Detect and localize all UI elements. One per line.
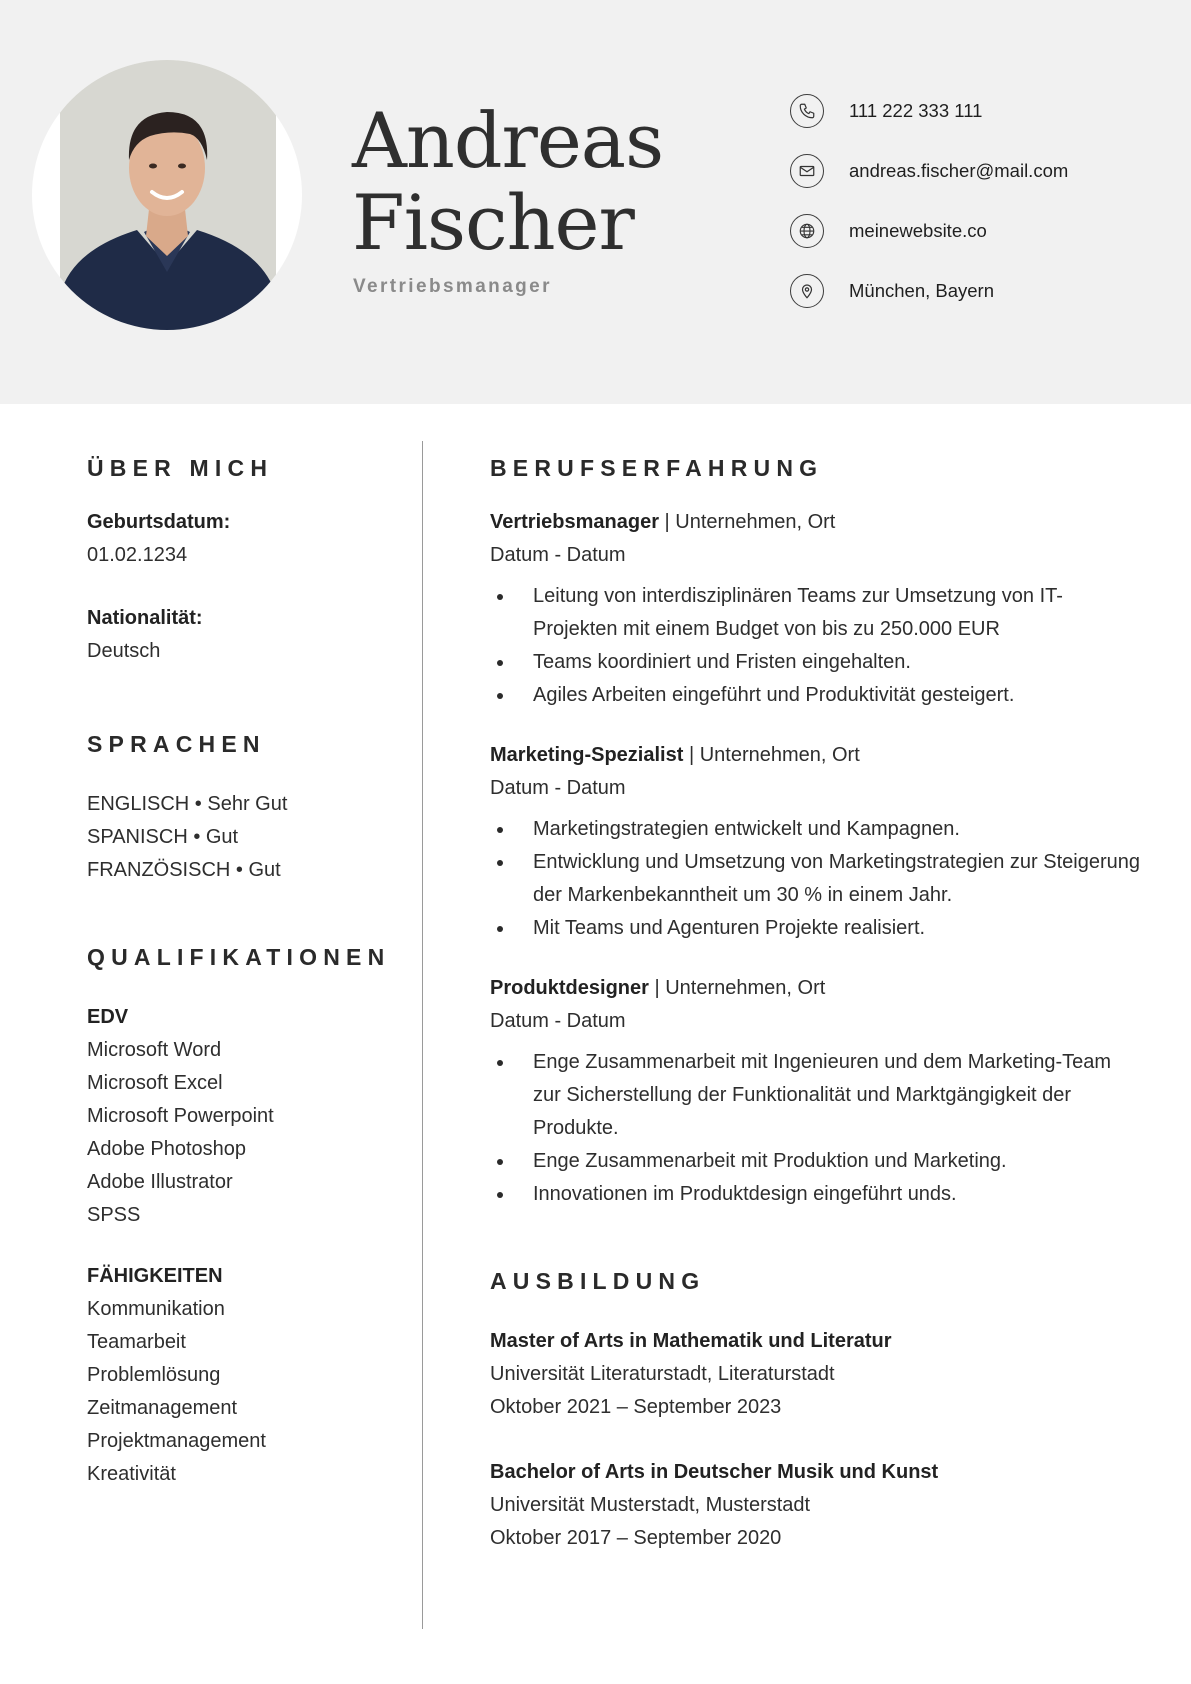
job-header [490, 972, 1140, 1005]
job-title: Produktdesigner [490, 977, 649, 999]
first-name: Andreas [352, 96, 664, 185]
job-company: | Unternehmen, Ort [658, 511, 836, 533]
bullet-item: Enge Zusammenarbeit mit Ingenieuren und dem Marketing-Team zur Sicherstellung der Funktionalität und Marktgängigkeit der Produkte. [490, 1046, 1140, 1145]
column-divider [422, 441, 423, 1629]
header-band [0, 0, 1191, 404]
job-title: Vertriebsmanager [490, 511, 659, 533]
degree-dates: Oktober 2021 – September 2023 [490, 1396, 782, 1418]
bullet-item: Leitung von interdisziplinären Teams zur Umsetzung von IT-Projekten mit einem Budget von bis zu 250.000 EUR [490, 580, 1140, 646]
job-bullets [490, 580, 1140, 712]
bullet-item: Marketingstrategien entwickelt und Kampagnen. [490, 813, 1140, 846]
birthdate-label: Geburtsdatum: [87, 511, 231, 533]
degree-title: Master of Arts in Mathematik und Literatur [490, 1330, 892, 1352]
left-column [87, 450, 407, 1491]
edv-item: Microsoft Excel [87, 1072, 223, 1094]
skill-item: Zeitmanagement [87, 1397, 238, 1419]
job-entry [490, 972, 1140, 1211]
mail-icon [790, 154, 824, 188]
location-pin-icon [790, 274, 824, 308]
bullet-item: Entwicklung und Umsetzung von Marketingstrategien zur Steigerung der Markenbekanntheit um 30 % in einem Jahr. [490, 846, 1140, 912]
contact-phone [790, 93, 982, 129]
edv-item: Adobe Photoshop [87, 1138, 247, 1160]
skill-item: Teamarbeit [87, 1331, 186, 1353]
contact-email [790, 153, 1068, 189]
nationality-label: Nationalität: [87, 607, 203, 629]
skills-label: FÄHIGKEITEN [87, 1265, 223, 1287]
about-heading: ÜBER MICH [87, 455, 274, 481]
degree-school: Universität Musterstadt, Musterstadt [490, 1494, 811, 1516]
website-url: meinewebsite.co [849, 220, 987, 241]
job-entry [490, 506, 1140, 712]
job-dates: Datum - Datum [490, 1010, 626, 1032]
job-bullets [490, 813, 1140, 945]
job-company: | Unternehmen, Ort [683, 744, 860, 766]
bullet-item: Agiles Arbeiten eingeführt und Produktivität gesteigert. [490, 679, 1140, 712]
phone-number: 111 222 333 111 [849, 100, 983, 121]
phone-icon [790, 94, 824, 128]
edv-item: SPSS [87, 1204, 141, 1226]
last-name: Fischer [352, 178, 634, 267]
contact-location [790, 273, 994, 309]
education-entry [490, 1325, 1140, 1424]
job-dates: Datum - Datum [490, 544, 626, 566]
birthdate-value: 01.02.1234 [87, 544, 188, 566]
job-header [490, 739, 1140, 772]
job-dates: Datum - Datum [490, 777, 626, 799]
education-heading: AUSBILDUNG [490, 1268, 706, 1294]
edv-item: Adobe Illustrator [87, 1171, 233, 1193]
language-item: FRANZÖSISCH • Gut [87, 859, 281, 881]
portrait-image [32, 60, 302, 330]
bullet-item: Teams koordiniert und Fristen eingehalten. [490, 646, 1140, 679]
qualifications-heading: QUALIFIKATIONEN [87, 944, 391, 970]
skill-item: Kommunikation [87, 1298, 225, 1320]
experience-heading: BERUFSERFAHRUNG [490, 455, 824, 481]
job-title: Marketing-Spezialist [490, 744, 684, 766]
job-entry [490, 739, 1140, 945]
location-text: München, Bayern [849, 280, 995, 301]
nationality-value: Deutsch [87, 640, 161, 662]
education-entry [490, 1456, 1140, 1555]
profile-photo [32, 60, 302, 330]
degree-title: Bachelor of Arts in Deutscher Musik und Kunst [490, 1461, 939, 1483]
job-header [490, 506, 1140, 539]
edv-label: EDV [87, 1006, 129, 1028]
skill-item: Projektmanagement [87, 1430, 266, 1452]
bullet-item: Mit Teams und Agenturen Projekte realisiert. [490, 912, 1140, 945]
contact-website [790, 213, 987, 249]
language-item: SPANISCH • Gut [87, 826, 239, 848]
degree-school: Universität Literaturstadt, Literaturstadt [490, 1363, 835, 1385]
globe-icon [790, 214, 824, 248]
skill-item: Kreativität [87, 1463, 176, 1485]
skill-item: Problemlösung [87, 1364, 221, 1386]
person-name [352, 96, 664, 267]
edv-item: Microsoft Powerpoint [87, 1105, 274, 1127]
bullet-item: Enge Zusammenarbeit mit Produktion und Marketing. [490, 1145, 1140, 1178]
job-bullets [490, 1046, 1140, 1211]
degree-dates: Oktober 2017 – September 2020 [490, 1527, 782, 1549]
right-column [490, 450, 1140, 1555]
language-item: ENGLISCH • Sehr Gut [87, 793, 288, 815]
job-title: Vertriebsmanager [353, 276, 552, 297]
bullet-item: Innovationen im Produktdesign eingeführt unds. [490, 1178, 1140, 1211]
email-address: andreas.fischer@mail.com [849, 160, 1069, 181]
languages-heading: SPRACHEN [87, 731, 266, 757]
edv-item: Microsoft Word [87, 1039, 222, 1061]
job-company: | Unternehmen, Ort [648, 977, 826, 999]
